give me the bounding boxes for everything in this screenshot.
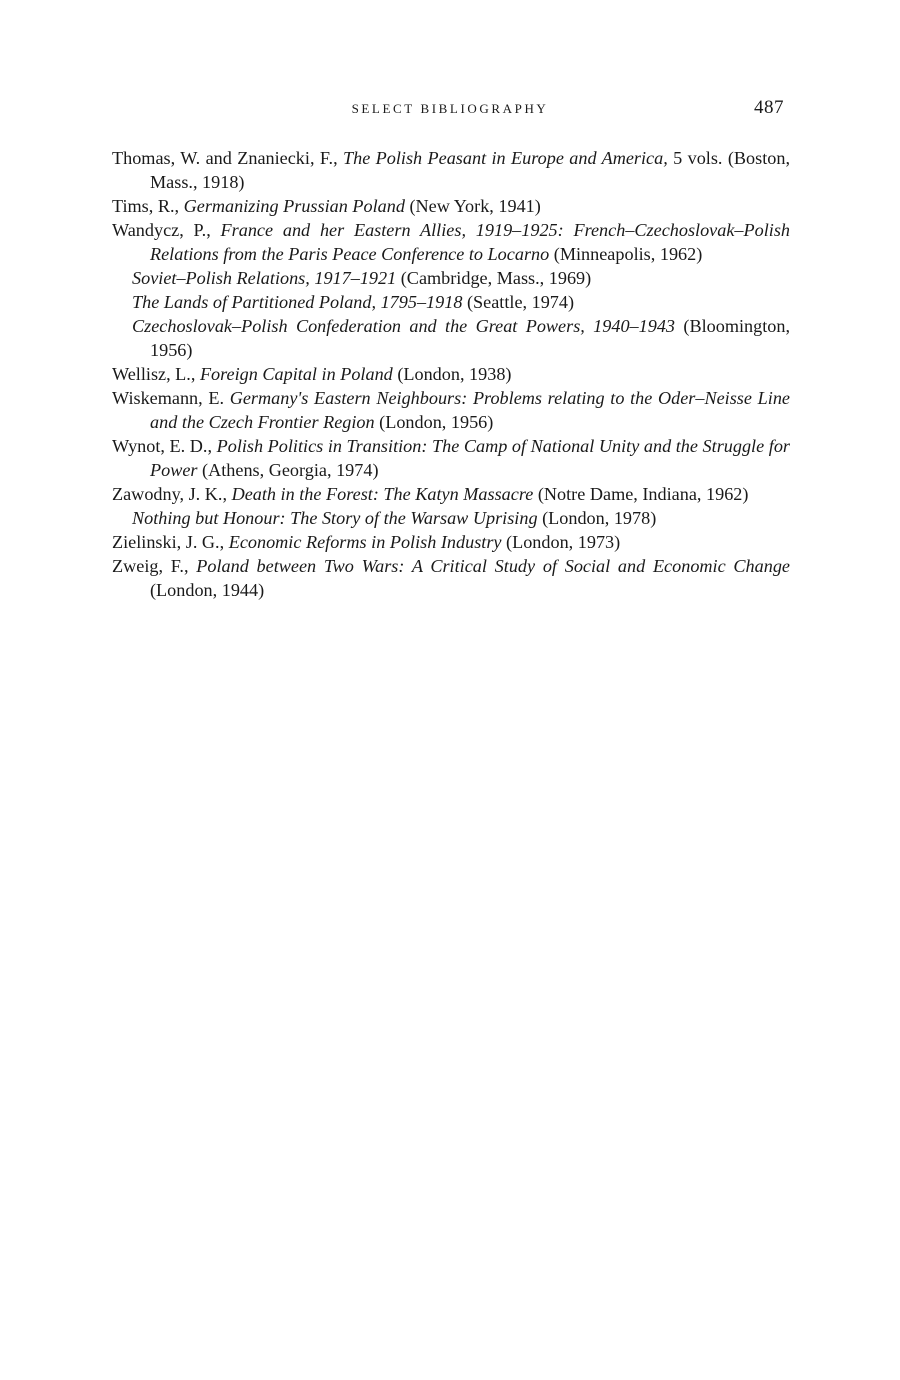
bibliography-entry (112, 218, 790, 266)
running-head (112, 97, 788, 121)
entry-publication: (Cambridge, Mass., 1969) (396, 268, 592, 288)
entry-author: Wiskemann, E. (112, 388, 230, 408)
entry-publication: (London, 1978) (537, 508, 657, 528)
bibliography-list (112, 146, 790, 602)
bibliography-entry (112, 530, 790, 554)
bibliography-subentry (112, 506, 790, 530)
bibliography-entry (112, 554, 790, 602)
entry-title: Polish Politics in Transition: The Camp of National Unity and the Struggle for Power (150, 436, 790, 480)
entry-publication: 5 vols. (Boston, Mass., 1918) (150, 148, 790, 192)
bibliography-entry (112, 362, 790, 386)
entry-publication: (Seattle, 1974) (462, 292, 575, 312)
entry-title: Nothing but Honour: The Story of the Warsaw Uprising (132, 508, 538, 528)
entry-title: Germanizing Prussian Poland (183, 196, 405, 216)
entry-publication: (London, 1944) (150, 580, 265, 600)
entry-author: Zweig, F., (112, 556, 197, 576)
entry-title: Economic Reforms in Polish Industry (228, 532, 502, 552)
entry-publication: (Bloomington, 1956) (150, 316, 790, 360)
bibliography-entry (112, 482, 790, 506)
page-number: 487 (754, 97, 784, 118)
entry-publication: (New York, 1941) (404, 196, 541, 216)
entry-publication: (Notre Dame, Indiana, 1962) (533, 484, 749, 504)
entry-publication: (Athens, Georgia, 1974) (197, 460, 379, 480)
entry-title: The Polish Peasant in Europe and America, (343, 148, 668, 168)
entry-title: Soviet–Polish Relations, 1917–1921 (132, 268, 397, 288)
entry-author: Wynot, E. D., (112, 436, 217, 456)
bibliography-subentry (112, 266, 790, 290)
entry-author: Wandycz, P., (112, 220, 221, 240)
entry-author: Thomas, W. and Znaniecki, F., (112, 148, 344, 168)
entry-title: Poland between Two Wars: A Critical Study of Social and Economic Change (196, 556, 790, 576)
entry-publication: (London, 1938) (392, 364, 512, 384)
entry-publication: (London, 1973) (501, 532, 621, 552)
bibliography-entry (112, 386, 790, 434)
entry-title: Czechoslovak–Polish Confederation and the Great Powers, 1940–1943 (132, 316, 676, 336)
entry-author: Tims, R., (112, 196, 184, 216)
bibliography-subentry (112, 314, 790, 362)
bibliography-subentry (112, 290, 790, 314)
entry-publication: (London, 1956) (374, 412, 494, 432)
entry-title: France and her Eastern Allies, 1919–1925: French–Czechoslovak–Polish Relations from the Paris Peace Conference to Locarno (150, 220, 790, 264)
entry-title: Death in the Forest: The Katyn Massacre (231, 484, 534, 504)
bibliography-entry (112, 146, 790, 194)
bibliography-entry (112, 434, 790, 482)
entry-author: Zielinski, J. G., (112, 532, 229, 552)
entry-author: Zawodny, J. K., (112, 484, 232, 504)
entry-title: Foreign Capital in Poland (199, 364, 393, 384)
entry-author: Wellisz, L., (112, 364, 200, 384)
bibliography-entry (112, 194, 790, 218)
running-title: SELECT BIBLIOGRAPHY (351, 101, 549, 116)
entry-title: Germany's Eastern Neighbours: Problems relating to the Oder–Neisse Line and the Czech Frontier Region (150, 388, 790, 432)
entry-title: The Lands of Partitioned Poland, 1795–1918 (132, 292, 463, 312)
entry-publication: (Minneapolis, 1962) (549, 244, 703, 264)
